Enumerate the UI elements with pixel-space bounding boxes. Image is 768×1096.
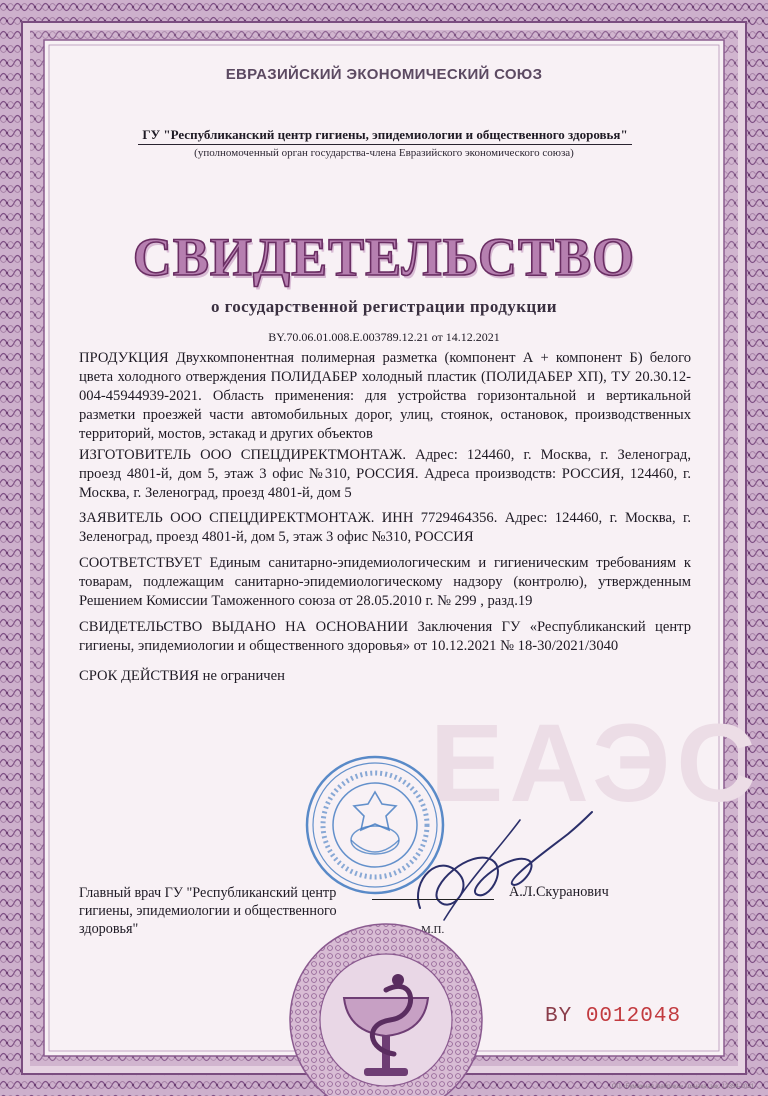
printer-note: ОП «Бумажная фабрика» Гознака, зак. 13354-2021 [611, 1084, 754, 1090]
product-section [79, 349, 691, 444]
issuing-authority: ГУ "Республиканский центр гигиены, эпидемиологии и общественного здоровья" [138, 127, 632, 145]
validity-section [79, 667, 691, 686]
basis-section [79, 618, 691, 656]
registration-number: BY.70.06.01.008.Е.003789.12.21 от 14.12.2021 [268, 330, 500, 344]
validity-text: не ограничен [202, 668, 285, 684]
conformity-label: СООТВЕТСТВУЕТ [79, 555, 202, 571]
manufacturer-section [79, 446, 691, 503]
applicant-text: ООО СПЕЦДИРЕКТМОНТАЖ. ИНН 7729464356. Адрес: 124460, г. Москва, г. Зеленоград, проезд 4801-й, дом 5, этаж 3 офис №310, РОССИЯ [79, 510, 691, 545]
signer-position: Главный врач ГУ "Республиканский центр гигиены, эпидемиологии и общественного здоровья" [79, 885, 337, 937]
authority-note: (уполномоченный орган государства-члена Евразийского экономического союза) [194, 147, 574, 159]
signature-line [372, 899, 494, 900]
handwritten-signature [400, 790, 600, 930]
union-name: ЕВРАЗИЙСКИЙ ЭКОНОМИЧЕСКИЙ СОЮЗ [225, 66, 543, 83]
bowl-of-hygieia-emblem [286, 920, 486, 1096]
eaes-watermark: ЕАЭС [430, 702, 762, 825]
conformity-text: Единым санитарно-эпидемиологическим и гигиеническим требованиям к товарам, подлежащим санитарно-эпидемиологическому надзору (контролю), утвержденным Решением Комиссии Таможенного союза от 28.05.2010 г. № 299 , разд.19 [79, 555, 691, 609]
conformity-section [79, 554, 691, 611]
applicant-section [79, 509, 691, 547]
product-label: ПРОДУКЦИЯ [79, 350, 169, 366]
seal-place-mark: М.П. [421, 924, 445, 936]
product-text: Двухкомпонентная полимерная разметка (компонент А + компонент Б) белого цвета холодного отверждения ПОЛИДАБЕР холодный пластик (ПОЛИДАБЕР ХП), ТУ 20.30.12-004-45944939-2021. Область применения: для устройства горизонтальной и вертикальной разметки проезжей части автомобильных дорог, улиц, стоянок, остановок, производственных территорий, мостов, эстакад и других объектов [79, 350, 691, 442]
serial-number [545, 1005, 681, 1028]
serial-prefix: BY [545, 1005, 573, 1028]
validity-label: СРОК ДЕЙСТВИЯ [79, 668, 200, 684]
serial-digits: 0012048 [585, 1005, 682, 1028]
manufacturer-text: ООО СПЕЦДИРЕКТМОНТАЖ. Адрес: 124460, г. Москва, г. Зеленоград, проезд 4801-й, дом 5, этаж 3 офис №310, РОССИЯ. Адреса производств: РОССИЯ, 124460, г. Москва, г. Зеленоград, проезд 4801-й, дом 5 [79, 447, 692, 501]
applicant-label: ЗАЯВИТЕЛЬ [79, 510, 163, 526]
manufacturer-label: ИЗГОТОВИТЕЛЬ [79, 447, 191, 463]
document-title: СВИДЕТЕЛЬСТВО [132, 227, 636, 287]
signer-name: А.Л.Скуранович [509, 884, 609, 900]
basis-label: СВИДЕТЕЛЬСТВО ВЫДАНО НА ОСНОВАНИИ [79, 619, 409, 635]
document-subtitle: о государственной регистрации продукции [211, 297, 557, 316]
basis-text: Заключения ГУ «Республиканский центр гигиены, эпидемиологии и общественного здоровья» от 10.12.2021 № 18-30/2021/3040 [79, 619, 691, 654]
